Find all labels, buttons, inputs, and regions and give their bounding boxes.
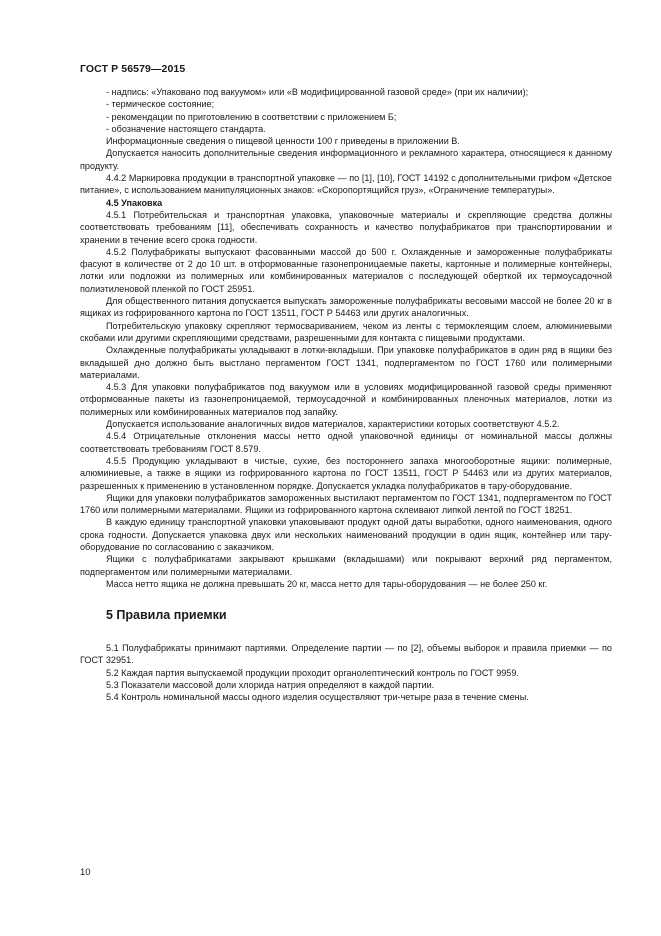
paragraph: - обозначение настоящего стандарта.: [106, 123, 266, 134]
section-heading: 5 Правила приемки: [106, 608, 227, 623]
paragraph: 5.3 Показатели массовой доли хлорида натрия определяют в каждой партии.: [106, 680, 435, 691]
paragraph: - термическое состояние;: [106, 99, 215, 110]
page-number: 10: [80, 867, 91, 878]
paragraph: Допускается наносить дополнительные сведения информационного и рекламного характера, относящиеся к данному продукту.: [80, 148, 612, 171]
paragraph: 4.5.5 Продукцию укладывают в чистые, сухие, без постороннего запаха многооборотные ящики: полимерные, алюминиевые, а также в ящики из гофрированного картона по ГОСТ 13511, ГОСТ Р 54463 или из других материалов, разрешенных к применению в установленном порядке. Допускается укладка полуфабрикатов в тару-оборудование.: [80, 455, 612, 491]
paragraph: Охлажденные полуфабрикаты укладывают в лотки-вкладыши. При упаковке полуфабрикатов в один ряд в ящики без вкладышей дно должно быть выстлано пергаментом ГОСТ 1341, подпергаментом по ГОСТ 1760 или полимерными материалами.: [80, 345, 612, 380]
paragraph: - надпись: «Упаковано под вакуумом» или «В модифицированной газовой среде» (при их наличии);: [106, 87, 529, 97]
document-body: [80, 86, 612, 704]
paragraph: В каждую единицу транспортной упаковки упаковывают продукт одной даты выработки, одного наименования, одного срока годности. Допускается упаковка двух или нескольких наименований продукции в один ящик, контейнер или тару-оборудование по согласованию с заказчиком.: [80, 517, 612, 552]
paragraph: Ящики с полуфабрикатами закрывают крышками (вкладышами) или покрывают верхний ряд пергаментом, подпергаментом или полимерными материалами.: [80, 554, 612, 577]
document-code-header: ГОСТ Р 56579—2015: [80, 63, 186, 75]
paragraph: 5.2 Каждая партия выпускаемой продукции проходит органолептический контроль по ГОСТ 9959.: [106, 667, 519, 678]
paragraph: Информационные сведения о пищевой ценности 100 г приведены в приложении В.: [106, 136, 460, 147]
paragraph: 4.5.1 Потребительская и транспортная упаковка, упаковочные материалы и скрепляющие средства должны соответствовать требованиям [11], обеспечивать сохранность и качество полуфабрикатов при транспортировании и хранении в течение всего срока годности.: [80, 209, 612, 245]
paragraph: Допускается использование аналогичных видов материалов, характеристики которых соответствуют 4.5.2.: [106, 419, 560, 430]
paragraph: 4.5.2 Полуфабрикаты выпускают фасованными массой до 500 г. Охлажденные и замороженные полуфабрикаты фасуют в количестве от 2 до 10 шт. в отформованные газонепроницаемые пакеты, картонные и полимерные контейнеры, лотки или подложки из полимерных или комбинированных материалов с последующей оберткой их термоусадочной полиэтиленовой пленкой по ГОСТ 25951.: [80, 246, 612, 294]
paragraph: 4.5.4 Отрицательные отклонения массы нетто одной упаковочной единицы от номинальной массы должны соответствовать требованиям ГОСТ 8.579.: [80, 431, 612, 454]
paragraph: 5.4 Контроль номинальной массы одного изделия осуществляют три-четыре раза в течение смены.: [106, 692, 529, 703]
subsection-heading: 4.5 Упаковка: [106, 197, 163, 208]
paragraph: 5.1 Полуфабрикаты принимают партиями. Определение партии — по [2], объемы выборок и правила приемки — по ГОСТ 32951.: [80, 643, 612, 666]
paragraph: 4.4.2 Маркировка продукции в транспортной упаковке — по [1], [10], ГОСТ 14192 с дополнительными грифом «Детское питание», с использованием манипуляционных знаков: «Скоропортящийся груз», «Ограничение температуры».: [80, 173, 612, 196]
paragraph: Ящики для упаковки полуфабрикатов замороженных выстилают пергаментом по ГОСТ 1341, подпергаментом по ГОСТ 1760 или полимерными материалами. Ящики из гофрированного картона склеивают липкой лентой по ГОСТ 18251.: [80, 492, 612, 516]
paragraph: - рекомендации по приготовлению в соответствии с приложением Б;: [106, 111, 397, 122]
paragraph: Потребительскую упаковку скрепляют термосвариванием, чеком из ленты с термоклеящим слоем, алюминиевыми скобами или другими скрепляющими средствами, разрешенными для контакта с пищевыми продуктами.: [80, 320, 612, 343]
paragraph: Для общественного питания допускается выпускать замороженные полуфабрикаты весовыми массой не более 20 кг в ящиках из гофрированного картона по ГОСТ 13511, ГОСТ Р 54463 или других аналогичных.: [80, 296, 612, 319]
paragraph: 4.5.3 Для упаковки полуфабрикатов под вакуумом или в условиях модифицированной газовой среды применяют отформованные пакеты из газонепроницаемой, термоусадочной и комбинированных пленочных материалов, лотки из полимерных или комбинированных материалов под запайку.: [80, 382, 612, 417]
paragraph: Масса нетто ящика не должна превышать 20 кг, масса нетто для тары-оборудования — не более 250 кг.: [106, 578, 548, 589]
